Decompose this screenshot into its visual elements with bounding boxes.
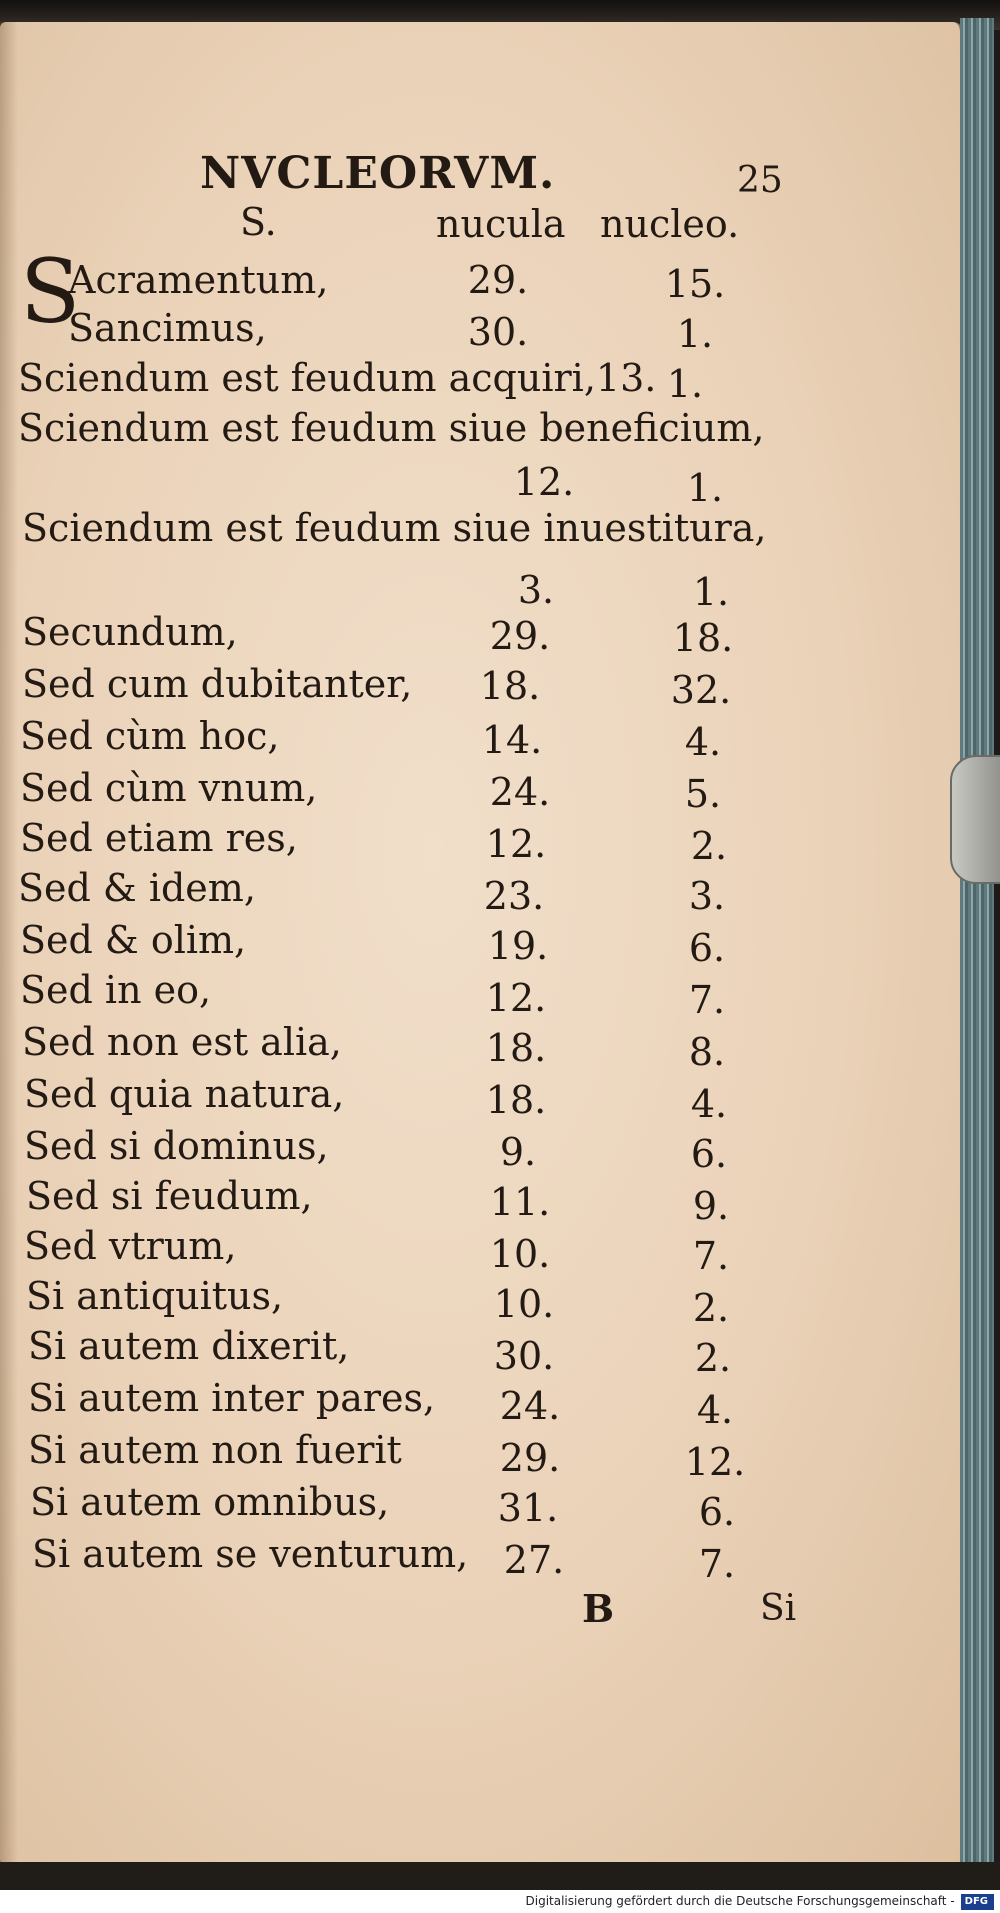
index-entry-nucleo: 2. xyxy=(692,1286,730,1330)
index-entry-nucula: 30. xyxy=(493,1334,555,1378)
book-bottom-edge xyxy=(0,1862,1000,1890)
index-entry-nucleo: 32. xyxy=(670,668,732,712)
index-entry-term: Sed quia natura, xyxy=(24,1072,345,1116)
index-entry-term: Si autem se venturum, xyxy=(32,1532,469,1576)
index-entry-nucula: 24. xyxy=(499,1384,561,1428)
index-entry-nucleo: 5. xyxy=(684,772,722,816)
drop-cap: S xyxy=(20,240,81,343)
index-entry-nucleo: 4. xyxy=(696,1388,734,1432)
index-entry-nucleo: 18. xyxy=(672,616,734,660)
index-entry-term: Sancimus, xyxy=(68,306,267,350)
index-entry-nucleo: 6. xyxy=(688,926,726,970)
index-entry-term: Si autem omnibus, xyxy=(30,1480,390,1524)
index-entry-term: Sed cùm hoc, xyxy=(20,714,280,758)
index-entry-term: Sciendum est feudum siue beneficium, xyxy=(18,406,765,450)
index-entry-nucula: 18. xyxy=(485,1078,547,1122)
index-entry-term: Secundum, xyxy=(22,610,238,654)
index-entry-nucula: 24. xyxy=(489,770,551,814)
index-entry-nucleo: 7. xyxy=(698,1542,736,1586)
index-entry-nucleo: 12. xyxy=(684,1440,746,1484)
index-entry-nucula: 10. xyxy=(493,1282,555,1326)
index-entry-nucula: 14. xyxy=(481,718,543,762)
index-entry-term: Sed vtrum, xyxy=(24,1224,237,1268)
index-entry-nucleo: 6. xyxy=(698,1490,736,1534)
funding-credit-text: Digitalisierung gefördert durch die Deutsche Forschungsgemeinschaft - xyxy=(525,1894,955,1908)
index-entry-nucleo: 7. xyxy=(692,1234,730,1278)
index-entry-term: Si autem non fuerit xyxy=(28,1428,402,1472)
index-entry-nucleo: 4. xyxy=(684,720,722,764)
digitization-credit-bar xyxy=(0,1890,1000,1913)
index-entry-nucula: 11. xyxy=(489,1180,551,1224)
book-fore-edge xyxy=(960,18,994,1868)
index-entry-term: Sed si feudum, xyxy=(26,1174,313,1218)
index-entry-term: Si autem dixerit, xyxy=(28,1324,350,1368)
signature-mark: B xyxy=(582,1586,615,1631)
index-entry-nucula: 29. xyxy=(499,1436,561,1480)
index-entry-nucula: 12. xyxy=(485,822,547,866)
index-entry-term: Sed etiam res, xyxy=(20,816,298,860)
index-entry-term: Sed si dominus, xyxy=(24,1124,329,1168)
index-entry-nucleo: 1. xyxy=(686,466,724,510)
index-entry-nucula: 30. xyxy=(467,310,529,354)
index-entry-nucleo: 2. xyxy=(690,824,728,868)
index-entry-nucula: 31. xyxy=(497,1486,559,1530)
index-entry-term: Acramentum, xyxy=(68,258,329,302)
index-entry-term: Sed & idem, xyxy=(18,866,256,910)
index-entry-nucleo: 9. xyxy=(692,1184,730,1228)
page-number: 25 xyxy=(737,160,783,201)
running-head: NVCLEORVM. xyxy=(200,148,556,199)
index-entry-nucleo: 2. xyxy=(694,1336,732,1380)
index-entry-nucula: 12. xyxy=(485,976,547,1020)
index-entry-term: Si autem inter pares, xyxy=(28,1376,436,1420)
dfg-logo: DFG xyxy=(961,1894,994,1910)
index-entry-nucleo: 8. xyxy=(688,1030,726,1074)
index-entry-term: Sciendum est feudum acquiri,13. xyxy=(18,356,657,400)
index-entry-term: Si antiquitus, xyxy=(26,1274,284,1318)
catchword: Si xyxy=(760,1588,797,1629)
index-entry-nucula: 23. xyxy=(483,874,545,918)
index-entry-nucula: 29. xyxy=(489,614,551,658)
book-clasp xyxy=(950,755,1000,884)
index-entry-nucula: 12. xyxy=(513,460,575,504)
index-entry-nucleo: 4. xyxy=(690,1082,728,1126)
index-entry-nucula: 9. xyxy=(499,1130,537,1174)
index-entry-nucleo: 1. xyxy=(692,570,730,614)
index-entry-nucula: 18. xyxy=(479,664,541,708)
index-entry-nucleo: 1. xyxy=(676,312,714,356)
index-entry-nucleo: 3. xyxy=(688,874,726,918)
index-entry-term: Sed in eo, xyxy=(20,968,212,1012)
column-heading-nucleo: nucleo. xyxy=(600,202,740,246)
index-entry-nucula: 18. xyxy=(485,1026,547,1070)
index-entry-term: Sed non est alia, xyxy=(22,1020,342,1064)
section-letter: S. xyxy=(240,200,277,244)
index-entry-nucula: 3. xyxy=(517,568,555,612)
index-entry-nucula: 27. xyxy=(503,1538,565,1582)
index-entry-nucula: 10. xyxy=(489,1232,551,1276)
column-heading-nucula: nucula xyxy=(436,202,566,246)
index-entry-nucleo: 15. xyxy=(664,262,726,306)
index-entry-nucula: 29. xyxy=(467,258,529,302)
index-entry-term: Sed & olim, xyxy=(20,918,247,962)
index-entry-term: Sed cum dubitanter, xyxy=(22,662,413,706)
index-entry-nucleo: 6. xyxy=(690,1132,728,1176)
index-entry-nucleo: 7. xyxy=(688,978,726,1022)
index-entry-nucleo: 1. xyxy=(666,362,704,406)
index-entry-term: Sciendum est feudum siue inuestitura, xyxy=(22,506,767,550)
gutter-shadow xyxy=(0,22,18,1864)
index-entry-term: Sed cùm vnum, xyxy=(20,766,318,810)
index-entry-nucula: 19. xyxy=(487,924,549,968)
